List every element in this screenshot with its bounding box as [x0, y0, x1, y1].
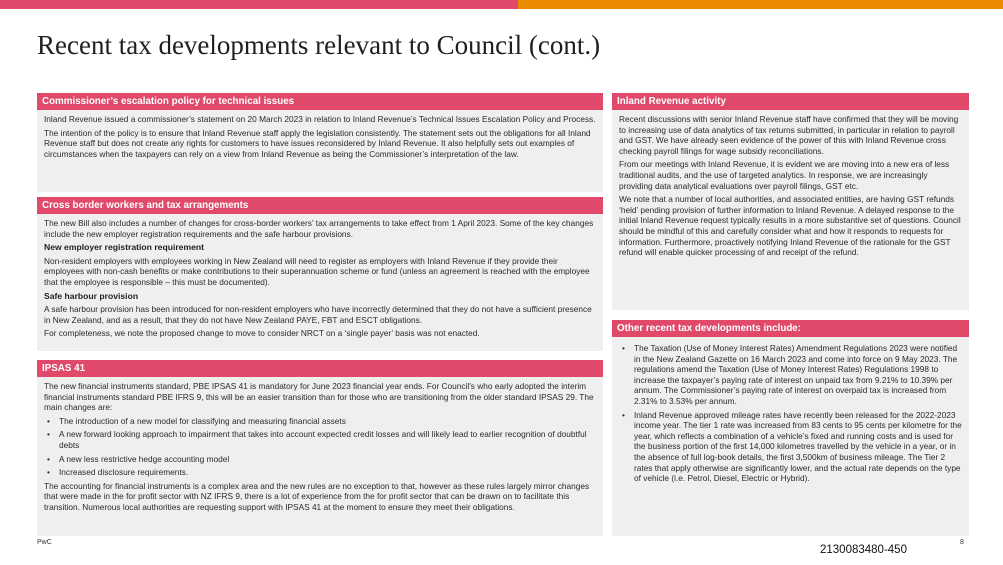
list-item: • A new forward looking approach to impairment that takes into account expected credit losses and will likely lead to earlier recognition of doubtful debts [59, 429, 597, 450]
footer-brand: PwC [37, 539, 52, 546]
cross-border-paragraph-2: Non-resident employers with employees working in New Zealand will need to register as employers with Inland Revenue if they provide their employees with non-cash benefits or make contributions to their superannuation scheme or fund (unless an agreement is reached with the employee that the employee is responsible – this must be documented). [44, 255, 590, 287]
escalation-policy-header: Commissioner’s escalation policy for technical issues [37, 93, 603, 110]
inland-revenue-activity-panel [612, 93, 969, 310]
top-accent-bar-pink [0, 0, 518, 9]
other-developments-list [619, 343, 963, 484]
ird-paragraph-1: Recent discussions with senior Inland Revenue staff have confirmed that they will be moving to increasing use of data analytics of tax returns submitted, in particular in relation to payroll and GST. We have already seen evidence of the power of this with Inland Revenue cross checking payroll filings for wage subsidy reconciliations. [619, 114, 959, 156]
top-accent-bar [0, 0, 1003, 9]
document-reference: 2130083480-450 [820, 544, 907, 556]
ird-paragraph-2: From our meetings with Inland Revenue, it is evident we are moving into a new era of less traditional audits, and the use of targeted analytics. In response, we are increasingly providing data analytical evaluations over payroll filings, GST etc. [619, 159, 950, 191]
escalation-paragraph-2: The intention of the policy is to ensure that Inland Revenue staff apply the legislation consistently. The statement sets out the obligations for all Inland Revenue staff but does not create any rights for customers to have issues reconsidered by Inland Revenue. It also helpfully sets out examples of circumstances when the taxpayers can rely on a view from Inland Revenue as being the Commissioner’s interpretation of the law. [44, 127, 591, 159]
escalation-policy-panel [37, 93, 603, 192]
list-item: • Inland Revenue approved mileage rates have recently been released for the 2022-2023 income year. The tier 1 rate was increased from 83 cents to 95 cents per kilometre for the year, which reflects a combination of a vehicle’s fixed and running costs and is used for the business portion of the first 14,000 kilometres travelled by the vehicle in a year, or in the absence of full log-book details, the first 3,500km of business mileage. The Tier 2 rates that apply otherwise are significantly lower, and the actual rate depends on the type of vehicle (i.e. Petrol, Diesel, Electric or Hybrid). [634, 410, 963, 484]
ipsas-paragraph-2: The accounting for financial instruments is a complex area and the new rules are no exception to that, however as these rules largely mirror changes that were made in the for profit sector with NZ IFRS 9, there is a lot of experience from the for profit sector that can be drawn on to facilitate this transition. Numerous local authorities are requesting support with IPSAS 41 at the moment to ensure they meet their obligations. [44, 480, 590, 512]
list-item: • The introduction of a new model for classifying and measuring financial assets [59, 416, 597, 427]
ipsas-41-panel [37, 360, 603, 536]
inland-revenue-activity-header: Inland Revenue activity [612, 93, 969, 110]
ipsas-41-header: IPSAS 41 [37, 360, 603, 377]
page-number: 8 [960, 539, 964, 546]
top-accent-bar-orange [518, 0, 1003, 9]
other-developments-header: Other recent tax developments include: [612, 320, 969, 337]
safe-harbour-heading: Safe harbour provision [44, 290, 139, 301]
cross-border-paragraph-4: For completeness, we note the proposed change to move to consider NRCT on a ‘single payer’ basis was not enacted. [44, 328, 480, 339]
page-title: Recent tax developments relevant to Council (cont.) [37, 30, 601, 60]
ird-paragraph-3: We note that a number of local authorities, and associated entities, are having GST refunds ‘held’ pending provision of further information to Inland Revenue. A delayed response to the initial Inland Revenue request typically results in a more substantive set of questions. Council should be mindful of this and carefully consider what and how it responds to requests for information. Furthermore, proactively notifying Inland Revenue of the rationale for the GST refund will enable quicker processing of and receipt of the refund. [619, 194, 961, 258]
cross-border-panel [37, 197, 603, 351]
cross-border-paragraph-1: The new Bill also includes a number of changes for cross-border workers’ tax arrangements to take effect from 1 April 2023. Some of the key changes include the new employer registration requirements and the safe harbour provisions. [44, 218, 594, 239]
list-item: • The Taxation (Use of Money Interest Rates) Amendment Regulations 2023 were notified in the New Zealand Gazette on 16 March 2023 and come into force on 9 May 2023. The regulations amend the Taxation (Use of Money Interest Rates) Regulations 1998 to increase the taxpayer’s paying rate of interest on unpaid tax from 9.21% to 10.39% per annum. The Commissioner’s paying rate of interest on overpaid tax is increased from 2.31% to 3.53% per annum. [634, 343, 963, 407]
cross-border-paragraph-3: A safe harbour provision has been introduced for non-resident employers who have incorrectly determined that they do not have a sufficient presence in New Zealand, and as a result, that they do not have New Zealand PAYE, FBT and ESCT obligations. [44, 304, 592, 325]
ipsas-changes-list [44, 416, 597, 478]
list-item: • A new less restrictive hedge accounting model [59, 454, 597, 465]
ipsas-paragraph-1: The new financial instruments standard, PBE IPSAS 41 is mandatory for June 2023 financial year ends. For Council's who early adopted the interim financial instruments standard PBE IFRS 9, this will be an easier transition than for those who are transitioning from the older standard IPSAS 29. The main changes are: [44, 381, 594, 413]
other-developments-panel [612, 320, 969, 536]
employer-registration-heading: New employer registration requirement [44, 242, 204, 253]
escalation-paragraph-1: Inland Revenue issued a commissioner’s statement on 20 March 2023 in relation to Inland Revenue’s Technical Issues Escalation Policy and Process. [44, 114, 596, 124]
cross-border-header: Cross border workers and tax arrangements [37, 197, 603, 214]
list-item: • Increased disclosure requirements. [59, 467, 597, 478]
